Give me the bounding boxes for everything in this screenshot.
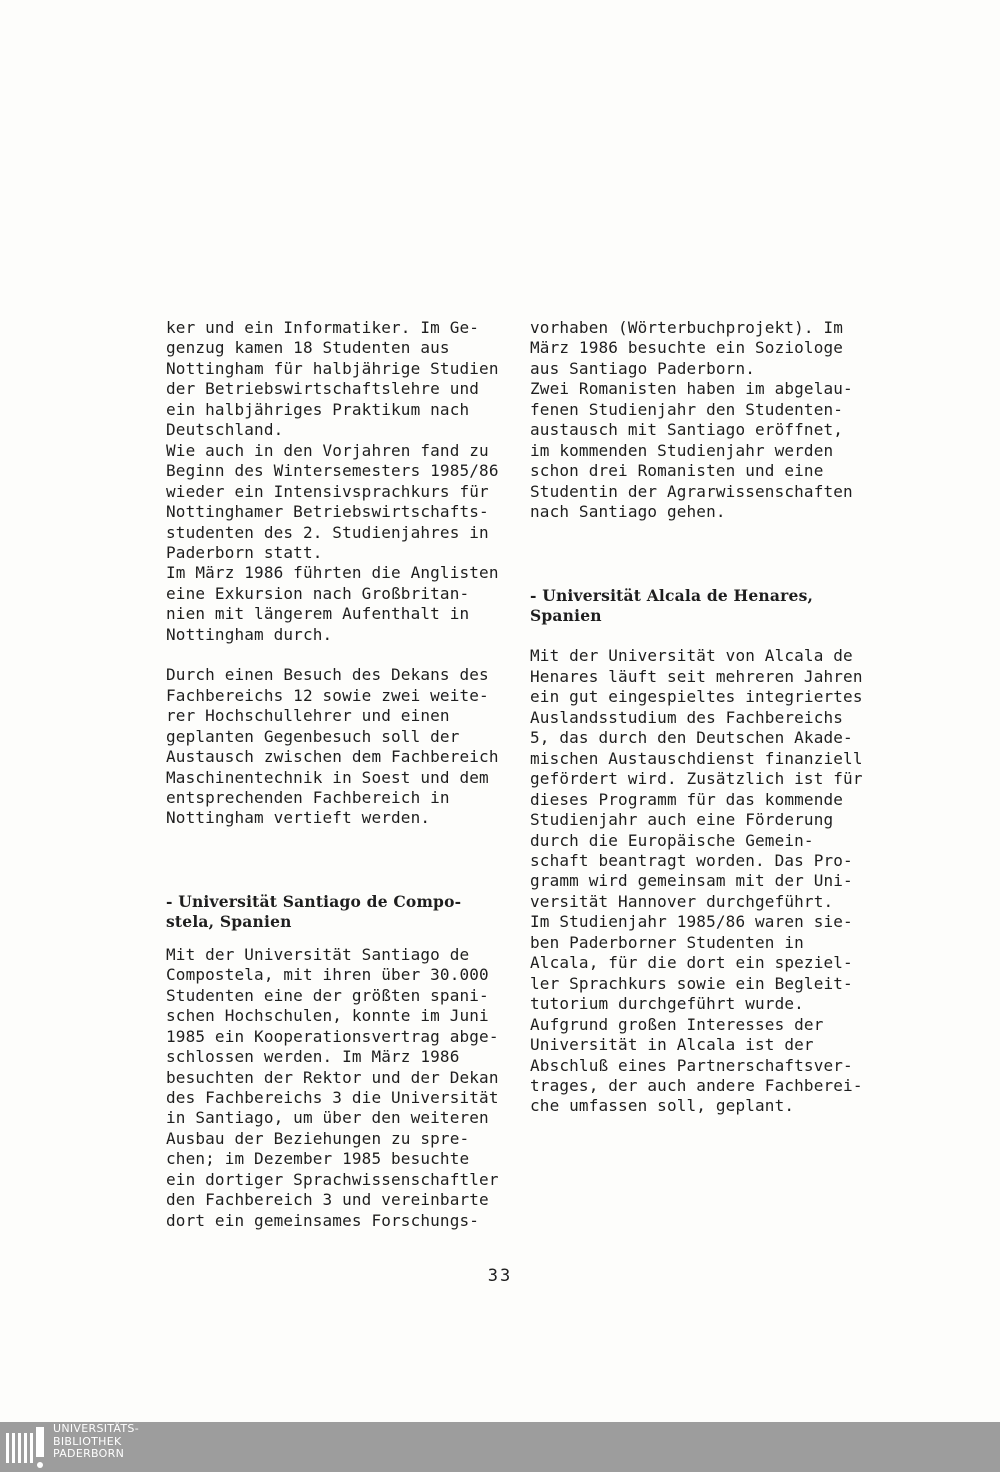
section-heading-alcala <box>530 586 880 627</box>
text-line: Zwei Romanisten haben im abgelau- <box>530 379 853 399</box>
text-line: schaft beantragt worden. Das Pro- <box>530 850 853 870</box>
text-line: rer Hochschullehrer und einen <box>166 706 450 726</box>
text-line: Universität in Alcala ist der <box>530 1035 814 1055</box>
text-line: Beginn des Wintersemesters 1985/86 <box>166 461 499 481</box>
text-line: Ausbau der Beziehungen zu spre- <box>166 1128 470 1148</box>
text-line: Studenten eine der größten spani- <box>166 985 489 1005</box>
paragraph-gap <box>166 645 522 665</box>
text-line: Wie auch in den Vorjahren fand zu <box>166 440 489 460</box>
text-line: Henares läuft seit mehreren Jahren <box>530 666 863 686</box>
text-line: Compostela, mit ihren über 30.000 <box>166 965 489 985</box>
heading-line: stela, Spanien <box>166 912 292 932</box>
left-paragraph-3 <box>166 945 522 1231</box>
text-line: Abschluß eines Partnerschaftsver- <box>530 1055 853 1075</box>
right-column <box>530 318 880 1117</box>
text-line: Fachbereichs 12 sowie zwei weite- <box>166 685 489 705</box>
text-line: des Fachbereichs 3 die Universität <box>166 1087 499 1107</box>
heading-line: - Universität Santiago de Compo- <box>166 891 462 911</box>
text-line: dort ein gemeinsames Forschungs- <box>166 1210 480 1230</box>
text-line: im kommenden Studienjahr werden <box>530 440 834 460</box>
text-line: fenen Studienjahr den Studenten- <box>530 399 844 419</box>
text-line: Auslandsstudium des Fachbereichs <box>530 707 844 727</box>
text-line: März 1986 besuchte ein Soziologe <box>530 338 844 358</box>
section-gap <box>166 829 522 892</box>
library-name-line: PADERBORN <box>53 1447 125 1460</box>
text-line: ben Paderborner Studenten in <box>530 932 804 952</box>
paragraph-gap <box>530 626 880 646</box>
text-line: ler Sprachkurs sowie ein Begleit- <box>530 973 853 993</box>
text-line: Studentin der Agrarwissenschaften <box>530 481 853 501</box>
text-line: ein gut eingespieltes integriertes <box>530 687 863 707</box>
text-line: chen; im Dezember 1985 besuchte <box>166 1149 470 1169</box>
text-line: den Fachbereich 3 und vereinbarte <box>166 1190 489 1210</box>
text-line: Maschinentechnik in Soest und dem <box>166 767 489 787</box>
text-line: che umfassen soll, geplant. <box>530 1096 795 1116</box>
text-line: mischen Austauschdienst finanziell <box>530 748 863 768</box>
text-line: ein dortiger Sprachwissenschaftler <box>166 1169 499 1189</box>
text-line: durch die Europäische Gemein- <box>530 830 814 850</box>
text-line: Im März 1986 führten die Anglisten <box>166 563 499 583</box>
text-line: besuchten der Rektor und der Dekan <box>166 1067 499 1087</box>
text-line: 1985 ein Kooperationsvertrag abge- <box>166 1026 499 1046</box>
text-line: Mit der Universität Santiago de <box>166 944 470 964</box>
library-name <box>53 1423 139 1461</box>
section-heading-santiago <box>166 892 522 933</box>
text-line: schlossen werden. Im März 1986 <box>166 1047 460 1067</box>
text-line: Studienjahr auch eine Förderung <box>530 810 834 830</box>
text-line: wieder ein Intensivsprachkurs für <box>166 481 489 501</box>
text-line: geplanten Gegenbesuch soll der <box>166 726 460 746</box>
text-line: gefördert wird. Zusätzlich ist für <box>530 769 863 789</box>
text-line: studenten des 2. Studienjahres in <box>166 522 489 542</box>
text-line: genzug kamen 18 Studenten aus <box>166 338 450 358</box>
text-line: aus Santiago Paderborn. <box>530 358 756 378</box>
left-paragraph-2 <box>166 665 522 829</box>
right-paragraph-2 <box>530 646 880 1116</box>
text-line: Nottingham vertieft werden. <box>166 808 431 828</box>
text-line: Mit der Universität von Alcala de <box>530 646 853 666</box>
text-line: Nottinghamer Betriebswirtschafts- <box>166 502 489 522</box>
section-gap <box>530 523 880 586</box>
text-line: Austausch zwischen dem Fachbereich <box>166 747 499 767</box>
text-line: ker und ein Informatiker. Im Ge- <box>166 318 480 337</box>
heading-line: - Universität Alcala de Henares, <box>530 585 814 605</box>
text-line: 5, das durch den Deutschen Akade- <box>530 728 853 748</box>
text-line: Im Studienjahr 1985/86 waren sie- <box>530 912 853 932</box>
text-line: Durch einen Besuch des Dekans des <box>166 665 489 685</box>
heading-line: Spanien <box>530 605 602 625</box>
page-number: 33 <box>487 1266 513 1286</box>
text-line: entsprechenden Fachbereich in <box>166 787 450 807</box>
text-line: trages, der auch andere Fachberei- <box>530 1075 863 1095</box>
university-library-logo-icon <box>4 1425 48 1469</box>
text-line: ein halbjähriges Praktikum nach <box>166 399 470 419</box>
text-line: Nottingham für halbjährige Studien <box>166 358 499 378</box>
text-line: nach Santiago gehen. <box>530 502 726 522</box>
text-line: gramm wird gemeinsam mit der Uni- <box>530 871 853 891</box>
text-line: versität Hannover durchgeführt. <box>530 891 834 911</box>
text-line: schon drei Romanisten und eine <box>530 461 824 481</box>
left-paragraph-1 <box>166 318 522 645</box>
paragraph-gap <box>166 933 522 945</box>
text-line: schen Hochschulen, konnte im Juni <box>166 1006 489 1026</box>
text-line: vorhaben (Wörterbuchprojekt). Im <box>530 318 844 337</box>
library-footer-bar <box>0 1422 1000 1472</box>
library-name-line: BIBLIOTHEK <box>53 1434 122 1448</box>
text-line: tutorium durchgeführt wurde. <box>530 994 804 1014</box>
text-line: dieses Programm für das kommende <box>530 789 844 809</box>
text-line: Nottingham durch. <box>166 624 333 644</box>
text-line: austausch mit Santiago eröffnet, <box>530 420 844 440</box>
library-name-line: UNIVERSITÄTS- <box>53 1422 139 1435</box>
text-line: nien mit längerem Aufenthalt in <box>166 604 470 624</box>
text-line: Deutschland. <box>166 420 284 440</box>
text-line: Paderborn statt. <box>166 542 323 562</box>
left-column <box>166 318 522 1231</box>
right-paragraph-1 <box>530 318 880 523</box>
text-line: der Betriebswirtschaftslehre und <box>166 379 480 399</box>
text-line: in Santiago, um über den weiteren <box>166 1108 489 1128</box>
text-line: Alcala, für die dort ein speziel- <box>530 953 853 973</box>
text-line: eine Exkursion nach Großbritan- <box>166 583 470 603</box>
text-line: Aufgrund großen Interesses der <box>530 1014 824 1034</box>
